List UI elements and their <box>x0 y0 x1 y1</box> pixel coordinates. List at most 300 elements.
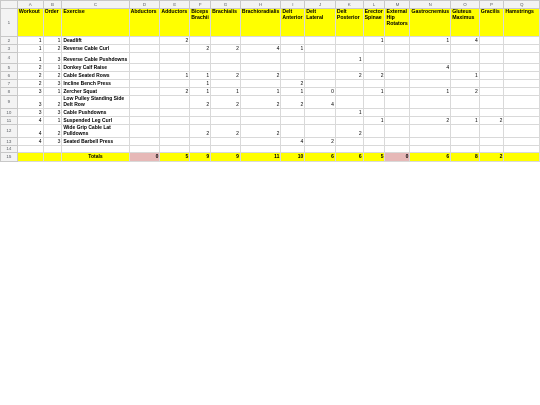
cell-value[interactable] <box>385 96 410 109</box>
cell-value[interactable] <box>410 45 451 53</box>
cell-value[interactable] <box>385 37 410 45</box>
cell-value[interactable] <box>410 125 451 138</box>
row-header[interactable]: 9 <box>1 96 18 109</box>
cell-order[interactable]: 1 <box>43 64 62 72</box>
cell-value[interactable]: 2 <box>190 125 211 138</box>
column-header-row <box>1 1 540 9</box>
cell-value[interactable] <box>211 117 241 125</box>
cell-value[interactable] <box>129 125 160 138</box>
empty-cell[interactable] <box>211 146 241 153</box>
cell-exercise[interactable]: Zercher Squat <box>62 88 129 96</box>
cell-value[interactable] <box>504 45 540 53</box>
column-header[interactable]: P <box>479 1 504 9</box>
cell-value[interactable] <box>479 109 504 117</box>
cell-value[interactable]: 1 <box>160 72 190 80</box>
table-row <box>1 64 540 72</box>
row-header[interactable]: 4 <box>1 53 18 64</box>
cell-value[interactable]: 1 <box>281 45 305 53</box>
cell-value[interactable] <box>335 80 363 88</box>
empty-cell[interactable] <box>240 146 280 153</box>
cell-value[interactable]: 2 <box>363 72 385 80</box>
cell-value[interactable] <box>479 64 504 72</box>
cell-workout[interactable]: 3 <box>17 109 43 117</box>
row-header[interactable]: 14 <box>1 146 18 153</box>
cell-value[interactable] <box>385 138 410 146</box>
header-cell-exercise[interactable]: Exercise <box>62 9 129 37</box>
cell-value[interactable] <box>451 138 480 146</box>
table-row <box>1 125 540 138</box>
totals-value[interactable]: 5 <box>363 153 385 162</box>
cell-value[interactable] <box>129 109 160 117</box>
column-header[interactable]: B <box>43 1 62 9</box>
cell-value[interactable] <box>129 72 160 80</box>
cell-value[interactable] <box>281 72 305 80</box>
cell-value[interactable]: 2 <box>451 88 480 96</box>
cell-value[interactable] <box>363 80 385 88</box>
header-cell-muscle[interactable]: Delt Lateral <box>305 9 336 37</box>
cell-order[interactable]: 3 <box>43 109 62 117</box>
header-cell-muscle[interactable]: Gracilis <box>479 9 504 37</box>
totals-value[interactable]: 6 <box>335 153 363 162</box>
header-cell-muscle[interactable]: External Hip Rotators <box>385 9 410 37</box>
totals-value[interactable]: 6 <box>410 153 451 162</box>
cell-value[interactable]: 1 <box>451 72 480 80</box>
cell-workout[interactable]: 1 <box>17 53 43 64</box>
cell-value[interactable] <box>504 138 540 146</box>
cell-value[interactable] <box>281 37 305 45</box>
cell-value[interactable] <box>240 80 280 88</box>
header-row <box>1 9 540 37</box>
cell-value[interactable] <box>160 80 190 88</box>
row-header[interactable]: 3 <box>1 45 18 53</box>
totals-value[interactable] <box>504 153 540 162</box>
table-row <box>1 80 540 88</box>
empty-cell[interactable] <box>479 146 504 153</box>
cell-value[interactable] <box>504 88 540 96</box>
empty-row <box>1 146 540 153</box>
cell-value[interactable]: 4 <box>410 64 451 72</box>
cell-value[interactable] <box>385 109 410 117</box>
cell-order[interactable]: 1 <box>43 117 62 125</box>
cell-value[interactable] <box>240 37 280 45</box>
cell-value[interactable] <box>410 80 451 88</box>
row-header[interactable]: 6 <box>1 72 18 80</box>
cell-value[interactable]: 0 <box>305 88 336 96</box>
cell-value[interactable] <box>211 138 241 146</box>
cell-value[interactable] <box>479 88 504 96</box>
cell-value[interactable] <box>190 138 211 146</box>
cell-exercise[interactable]: Seated Barbell Press <box>62 138 129 146</box>
cell-value[interactable]: 2 <box>160 88 190 96</box>
cell-value[interactable] <box>160 64 190 72</box>
cell-value[interactable] <box>385 64 410 72</box>
empty-cell[interactable] <box>62 146 129 153</box>
empty-cell[interactable] <box>504 146 540 153</box>
cell-value[interactable] <box>479 37 504 45</box>
header-cell-muscle[interactable]: Erector Spinae <box>363 9 385 37</box>
cell-value[interactable]: 2 <box>160 37 190 45</box>
cell-value[interactable]: 2 <box>479 117 504 125</box>
cell-value[interactable]: 1 <box>281 88 305 96</box>
cell-value[interactable] <box>504 125 540 138</box>
empty-cell[interactable] <box>17 146 43 153</box>
cell-value[interactable]: 2 <box>410 117 451 125</box>
cell-value[interactable]: 1 <box>190 72 211 80</box>
cell-value[interactable]: 1 <box>190 80 211 88</box>
cell-value[interactable] <box>504 117 540 125</box>
cell-value[interactable] <box>335 117 363 125</box>
cell-value[interactable]: 1 <box>410 37 451 45</box>
totals-value[interactable]: 8 <box>451 153 480 162</box>
cell-value[interactable] <box>211 37 241 45</box>
cell-value[interactable] <box>160 138 190 146</box>
cell-value[interactable] <box>240 109 280 117</box>
cell-value[interactable] <box>211 80 241 88</box>
cell-value[interactable] <box>451 80 480 88</box>
empty-cell[interactable] <box>335 146 363 153</box>
header-cell-muscle[interactable]: Adductors <box>160 9 190 37</box>
header-cell-muscle[interactable]: Delt Posterior <box>335 9 363 37</box>
table-row <box>1 53 540 64</box>
table-row <box>1 138 540 146</box>
cell-workout[interactable]: 3 <box>17 96 43 109</box>
empty-cell[interactable] <box>305 146 336 153</box>
cell-value[interactable] <box>305 53 336 64</box>
cell-value[interactable] <box>363 53 385 64</box>
cell-value[interactable] <box>335 138 363 146</box>
column-header[interactable]: F <box>190 1 211 9</box>
cell-value[interactable] <box>504 37 540 45</box>
cell-value[interactable] <box>160 45 190 53</box>
column-header[interactable]: O <box>451 1 480 9</box>
header-cell-muscle[interactable]: Delt Anterior <box>281 9 305 37</box>
cell-exercise[interactable]: Reverse Cable Pushdowns <box>62 53 129 64</box>
totals-value[interactable]: 0 <box>129 153 160 162</box>
empty-cell[interactable] <box>385 146 410 153</box>
totals-value[interactable]: 9 <box>211 153 241 162</box>
header-cell-muscle[interactable]: Hamstrings <box>504 9 540 37</box>
cell-value[interactable] <box>479 80 504 88</box>
cell-workout[interactable]: 4 <box>17 138 43 146</box>
cell-value[interactable] <box>335 37 363 45</box>
cell-value[interactable] <box>129 138 160 146</box>
cell-value[interactable] <box>160 109 190 117</box>
cell-value[interactable]: 1 <box>190 88 211 96</box>
cell-value[interactable] <box>281 109 305 117</box>
empty-cell[interactable] <box>43 146 62 153</box>
cell-value[interactable] <box>160 53 190 64</box>
cell-order[interactable]: 3 <box>43 53 62 64</box>
cell-value[interactable] <box>479 45 504 53</box>
cell-value[interactable]: 2 <box>335 72 363 80</box>
row-header[interactable]: 8 <box>1 88 18 96</box>
cell-workout[interactable]: 3 <box>17 88 43 96</box>
cell-value[interactable] <box>504 64 540 72</box>
cell-value[interactable] <box>363 45 385 53</box>
cell-exercise[interactable]: Cable Seated Rows <box>62 72 129 80</box>
cell-value[interactable]: 2 <box>211 72 241 80</box>
table-row <box>1 88 540 96</box>
cell-order[interactable]: 1 <box>43 88 62 96</box>
cell-value[interactable] <box>451 53 480 64</box>
row-header[interactable]: 5 <box>1 64 18 72</box>
cell-value[interactable]: 4 <box>240 45 280 53</box>
row-header[interactable]: 10 <box>1 109 18 117</box>
cell-value[interactable]: 2 <box>211 96 241 109</box>
cell-value[interactable] <box>451 96 480 109</box>
cell-value[interactable]: 1 <box>363 88 385 96</box>
cell-value[interactable] <box>305 45 336 53</box>
column-header[interactable]: G <box>211 1 241 9</box>
cell-value[interactable] <box>281 125 305 138</box>
cell-value[interactable] <box>129 45 160 53</box>
row-header[interactable]: 13 <box>1 138 18 146</box>
header-cell-muscle[interactable]: Gluteus Maximus <box>451 9 480 37</box>
cell-value[interactable] <box>479 96 504 109</box>
cell-value[interactable]: 1 <box>410 88 451 96</box>
column-header[interactable]: D <box>129 1 160 9</box>
table-row <box>1 72 540 80</box>
totals-value[interactable]: 5 <box>160 153 190 162</box>
cell-workout[interactable]: 2 <box>17 80 43 88</box>
cell-value[interactable]: 1 <box>211 88 241 96</box>
cell-value[interactable] <box>363 138 385 146</box>
cell-value[interactable]: 1 <box>363 37 385 45</box>
cell-value[interactable]: 2 <box>190 96 211 109</box>
totals-cell[interactable] <box>43 153 62 162</box>
cell-order[interactable]: 2 <box>43 45 62 53</box>
cell-value[interactable] <box>479 125 504 138</box>
cell-value[interactable] <box>451 45 480 53</box>
cell-value[interactable] <box>305 64 336 72</box>
cell-value[interactable] <box>479 138 504 146</box>
cell-value[interactable]: 1 <box>363 117 385 125</box>
cell-value[interactable] <box>385 117 410 125</box>
totals-value[interactable]: 2 <box>479 153 504 162</box>
cell-order[interactable]: 3 <box>43 138 62 146</box>
cell-value[interactable] <box>211 109 241 117</box>
cell-value[interactable]: 4 <box>281 138 305 146</box>
cell-value[interactable] <box>190 64 211 72</box>
cell-value[interactable] <box>479 72 504 80</box>
column-header[interactable]: M <box>385 1 410 9</box>
column-header[interactable]: C <box>62 1 129 9</box>
cell-value[interactable] <box>211 53 241 64</box>
cell-value[interactable] <box>240 138 280 146</box>
cell-value[interactable]: 1 <box>335 53 363 64</box>
cell-exercise[interactable]: Reverse Cable Curl <box>62 45 129 53</box>
select-all-corner[interactable] <box>1 1 18 9</box>
cell-value[interactable]: 2 <box>211 125 241 138</box>
cell-value[interactable] <box>410 72 451 80</box>
cell-value[interactable]: 2 <box>240 72 280 80</box>
row-header[interactable]: 7 <box>1 80 18 88</box>
cell-value[interactable] <box>129 96 160 109</box>
cell-value[interactable] <box>129 88 160 96</box>
cell-value[interactable] <box>190 53 211 64</box>
cell-value[interactable] <box>305 125 336 138</box>
empty-cell[interactable] <box>410 146 451 153</box>
cell-value[interactable] <box>363 109 385 117</box>
cell-value[interactable] <box>504 109 540 117</box>
cell-value[interactable] <box>129 53 160 64</box>
cell-value[interactable] <box>504 72 540 80</box>
cell-value[interactable] <box>385 80 410 88</box>
cell-value[interactable] <box>305 117 336 125</box>
cell-value[interactable]: 2 <box>240 96 280 109</box>
cell-value[interactable] <box>160 117 190 125</box>
cell-value[interactable] <box>335 64 363 72</box>
cell-value[interactable] <box>479 53 504 64</box>
column-header[interactable]: Q <box>504 1 540 9</box>
cell-value[interactable] <box>281 64 305 72</box>
header-cell-workout[interactable]: Workout <box>17 9 43 37</box>
cell-value[interactable] <box>190 109 211 117</box>
cell-exercise[interactable]: Deadlift <box>62 37 129 45</box>
cell-value[interactable]: 1 <box>240 88 280 96</box>
cell-value[interactable] <box>335 45 363 53</box>
cell-value[interactable]: 1 <box>335 109 363 117</box>
totals-label[interactable]: Totals <box>62 153 129 162</box>
column-header[interactable]: K <box>335 1 363 9</box>
header-cell-order[interactable]: Order <box>43 9 62 37</box>
cell-value[interactable] <box>504 80 540 88</box>
cell-order[interactable]: 2 <box>43 72 62 80</box>
cell-exercise[interactable]: Donkey Calf Raise <box>62 64 129 72</box>
empty-cell[interactable] <box>451 146 480 153</box>
column-header[interactable]: L <box>363 1 385 9</box>
cell-value[interactable] <box>190 117 211 125</box>
cell-order[interactable]: 3 <box>43 80 62 88</box>
cell-value[interactable] <box>504 96 540 109</box>
cell-value[interactable] <box>410 109 451 117</box>
cell-workout[interactable]: 4 <box>17 125 43 138</box>
header-cell-muscle[interactable]: Gastrocnemius <box>410 9 451 37</box>
cell-order[interactable]: 2 <box>43 96 62 109</box>
empty-cell[interactable] <box>281 146 305 153</box>
cell-workout[interactable]: 2 <box>17 72 43 80</box>
cell-value[interactable] <box>160 125 190 138</box>
cell-value[interactable]: 2 <box>211 45 241 53</box>
cell-value[interactable]: 2 <box>335 125 363 138</box>
column-header[interactable]: A <box>17 1 43 9</box>
cell-workout[interactable]: 2 <box>17 64 43 72</box>
cell-value[interactable] <box>211 64 241 72</box>
spreadsheet-grid <box>0 0 540 162</box>
cell-value[interactable]: 1 <box>451 117 480 125</box>
cell-value[interactable] <box>410 96 451 109</box>
cell-value[interactable] <box>305 80 336 88</box>
column-header[interactable]: I <box>281 1 305 9</box>
cell-value[interactable]: 2 <box>190 45 211 53</box>
totals-value[interactable]: 10 <box>281 153 305 162</box>
totals-value[interactable]: 6 <box>305 153 336 162</box>
cell-value[interactable] <box>363 125 385 138</box>
cell-value[interactable] <box>451 109 480 117</box>
cell-value[interactable] <box>305 109 336 117</box>
column-header[interactable]: H <box>240 1 280 9</box>
row-header[interactable]: 15 <box>1 153 18 162</box>
header-cell-muscle[interactable]: Brachioradialis <box>240 9 280 37</box>
empty-cell[interactable] <box>190 146 211 153</box>
cell-value[interactable] <box>240 117 280 125</box>
header-cell-muscle[interactable]: Abductors <box>129 9 160 37</box>
cell-value[interactable]: 2 <box>240 125 280 138</box>
empty-cell[interactable] <box>129 146 160 153</box>
cell-value[interactable] <box>335 96 363 109</box>
totals-value[interactable]: 11 <box>240 153 280 162</box>
cell-value[interactable] <box>129 117 160 125</box>
cell-value[interactable] <box>451 64 480 72</box>
header-cell-muscle[interactable]: Biceps Brachii <box>190 9 211 37</box>
cell-exercise[interactable]: Wide Grip Cable Lat Pulldowns <box>62 125 129 138</box>
cell-value[interactable] <box>240 53 280 64</box>
cell-value[interactable]: 4 <box>451 37 480 45</box>
cell-value[interactable] <box>385 72 410 80</box>
totals-value[interactable]: 9 <box>190 153 211 162</box>
cell-workout[interactable]: 4 <box>17 117 43 125</box>
cell-value[interactable] <box>504 53 540 64</box>
totals-value[interactable]: 0 <box>385 153 410 162</box>
cell-value[interactable] <box>240 64 280 72</box>
cell-value[interactable] <box>385 125 410 138</box>
row-header[interactable]: 1 <box>1 9 18 37</box>
empty-cell[interactable] <box>363 146 385 153</box>
cell-value[interactable] <box>385 88 410 96</box>
cell-value[interactable] <box>129 80 160 88</box>
empty-cell[interactable] <box>160 146 190 153</box>
cell-value[interactable] <box>305 37 336 45</box>
cell-value[interactable]: 2 <box>305 138 336 146</box>
cell-value[interactable] <box>281 117 305 125</box>
row-header[interactable]: 2 <box>1 37 18 45</box>
cell-value[interactable] <box>335 88 363 96</box>
cell-value[interactable] <box>385 45 410 53</box>
cell-value[interactable] <box>451 125 480 138</box>
cell-workout[interactable]: 1 <box>17 45 43 53</box>
cell-exercise[interactable]: Low Pulley Standing Side Delt Row <box>62 96 129 109</box>
cell-value[interactable]: 2 <box>281 80 305 88</box>
column-header[interactable]: E <box>160 1 190 9</box>
cell-value[interactable] <box>363 64 385 72</box>
cell-exercise[interactable]: Cable Pushdowns <box>62 109 129 117</box>
cell-value[interactable] <box>129 37 160 45</box>
cell-exercise[interactable]: Suspended Leg Curl <box>62 117 129 125</box>
cell-value[interactable] <box>410 53 451 64</box>
cell-value[interactable] <box>385 53 410 64</box>
cell-value[interactable] <box>129 64 160 72</box>
cell-exercise[interactable]: Incline Bench Press <box>62 80 129 88</box>
cell-value[interactable] <box>281 53 305 64</box>
cell-value[interactable] <box>410 138 451 146</box>
cell-value[interactable] <box>305 72 336 80</box>
column-header[interactable]: N <box>410 1 451 9</box>
table-row <box>1 45 540 53</box>
cell-order[interactable]: 2 <box>43 125 62 138</box>
cell-value[interactable] <box>363 96 385 109</box>
row-header[interactable]: 12 <box>1 125 18 138</box>
cell-workout[interactable]: 1 <box>17 37 43 45</box>
row-header[interactable]: 11 <box>1 117 18 125</box>
totals-cell[interactable] <box>17 153 43 162</box>
column-header[interactable]: J <box>305 1 336 9</box>
cell-value[interactable] <box>190 37 211 45</box>
cell-order[interactable]: 1 <box>43 37 62 45</box>
cell-value[interactable] <box>160 96 190 109</box>
cell-value[interactable]: 2 <box>281 96 305 109</box>
header-cell-muscle[interactable]: Brachialis <box>211 9 241 37</box>
cell-value[interactable]: 4 <box>305 96 336 109</box>
